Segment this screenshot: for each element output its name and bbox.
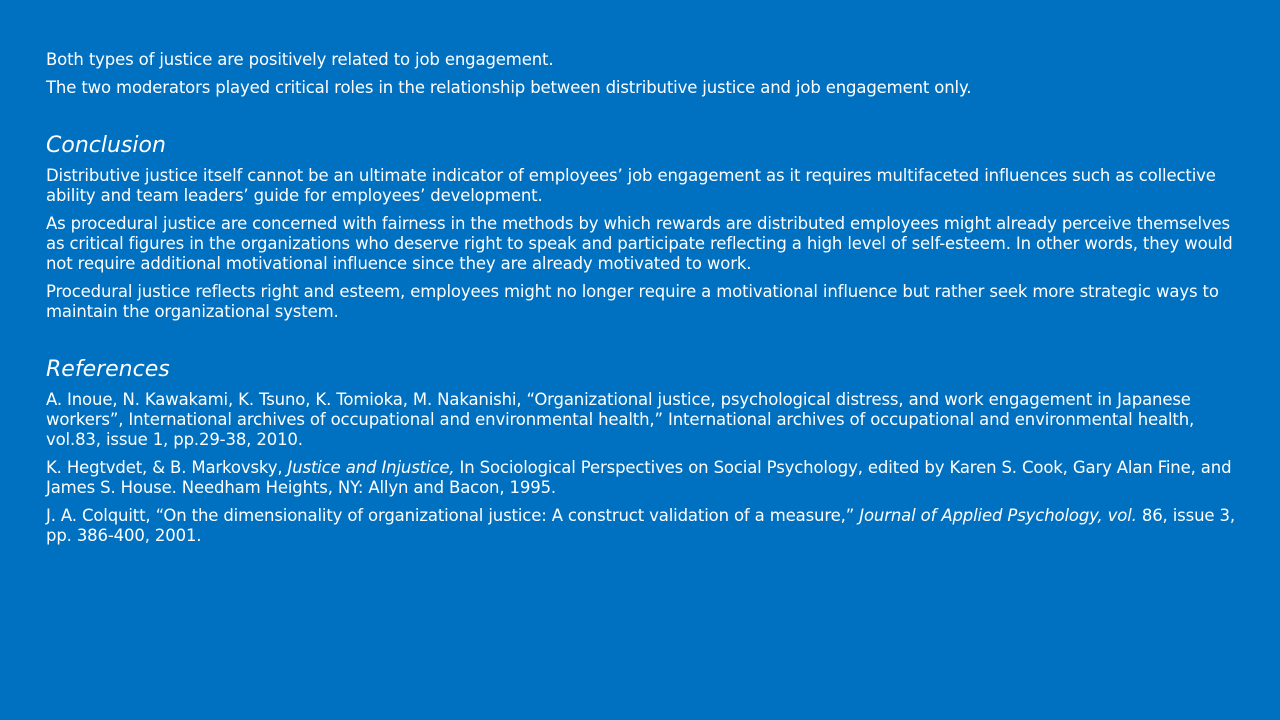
- reference-3-journal: Journal of Applied Psychology, vol.: [859, 506, 1137, 525]
- conclusion-paragraph-1: Distributive justice itself cannot be an ultimate indicator of employees’ job engagement as it requires multifaceted influences such as collective ability and team leaders’ guide for employees’ development.: [46, 166, 1216, 205]
- reference-3-details: 86, issue 3, pp. 386-400, 2001.: [46, 506, 1235, 545]
- reference-1: A. Inoue, N. Kawakami, K. Tsuno, K. Tomioka, M. Nakanishi, “Organizational justice, psychological distress, and work engagement in Japanese workers”, International archives of occupational and environmental health,” International archives of occupational and environmental health, vol.83, issue 1, pp.29-38, 2010.: [46, 390, 1195, 449]
- conclusion-heading: Conclusion: [46, 133, 166, 158]
- conclusion-paragraph-3: Procedural justice reflects right and esteem, employees might no longer require a motivational influence but rather seek more strategic ways to maintain the organizational system.: [46, 282, 1219, 321]
- summary-paragraph-1: Both types of justice are positively related to job engagement.: [46, 50, 554, 69]
- reference-3-authors: J. A. Colquitt, “On the dimensionality of organizational justice: A construct validation of a measure,”: [46, 506, 860, 525]
- reference-2-details: In Sociological Perspectives on Social Psychology, edited by Karen S. Cook, Gary Alan Fine, and James S. House. Needham Heights, NY: Allyn and Bacon, 1995.: [46, 458, 1232, 497]
- reference-3: [46, 506, 1250, 546]
- reference-2-authors: K. Hegtvdet, & B. Markovsky,: [46, 458, 288, 477]
- references-heading: References: [46, 357, 170, 382]
- reference-2-title: Justice and Injustice,: [287, 458, 455, 477]
- summary-paragraph-2: The two moderators played critical roles in the relationship between distributive justice and job engagement only.: [46, 78, 972, 97]
- reference-2: [46, 458, 1250, 498]
- conclusion-paragraph-2: As procedural justice are concerned with fairness in the methods by which rewards are distributed employees might already perceive themselves as critical figures in the organizations who deserve right to speak and participate reflecting a high level of self-esteem. In other words, they would not require additional motivational influence since they are already motivated to work.: [46, 214, 1233, 273]
